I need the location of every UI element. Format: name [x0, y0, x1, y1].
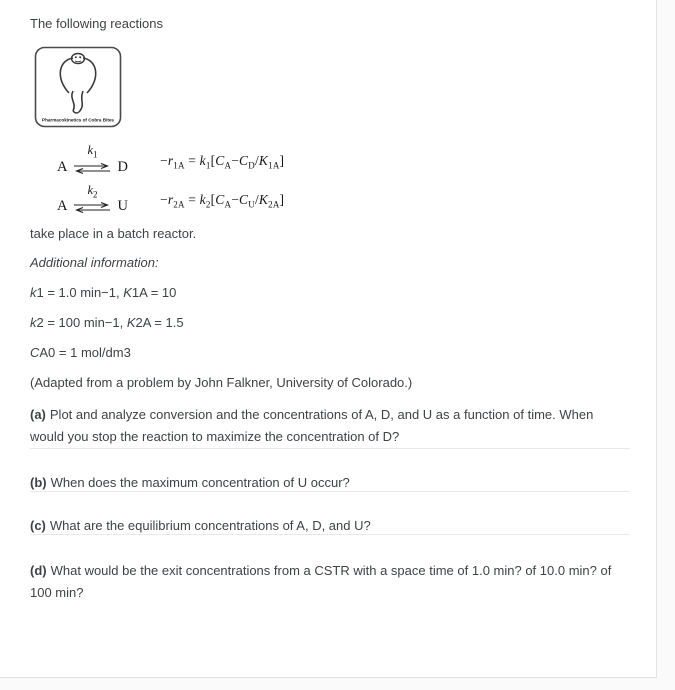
equilibrium-arrow-icon — [72, 202, 112, 213]
reaction-row-1 — [57, 144, 630, 175]
question-d-text: What would be the exit concentrations from a CSTR with a space time of 1.0 min? of 10.0 min? of 100 min? — [30, 563, 612, 600]
cobra-figure — [34, 46, 630, 133]
additional-info-heading: Additional information: — [30, 255, 159, 270]
after-reactions-text: take place in a batch reactor. — [30, 226, 197, 241]
info-line-ca0: CA0 = 1 mol/dm3 — [30, 345, 131, 360]
intro-text: The following reactions — [30, 16, 163, 31]
question-c-text: What are the equilibrium concentrations of A, D, and U? — [49, 518, 371, 533]
info-line-k1: k1 = 1.0 min−1, K1A = 10 — [30, 285, 177, 300]
credit-text: (Adapted from a problem by John Falkner, University of Colorado.) — [30, 375, 413, 390]
reaction-scheme-2 — [57, 184, 160, 215]
product-1: D — [117, 158, 128, 175]
question-a — [30, 404, 630, 448]
reactant-1: A — [57, 158, 68, 175]
rate-constant-label-1: $k_1$ — [87, 143, 98, 160]
question-b-label: (b) — [30, 475, 47, 490]
question-d — [30, 560, 630, 604]
reaction-scheme-1 — [57, 144, 160, 175]
question-c — [30, 517, 630, 534]
rate-law-2: $-r_{2A} = k_2[C_A-C_U/K_{2A}]$ — [160, 192, 285, 210]
section-divider — [30, 491, 630, 492]
section-divider — [30, 448, 630, 449]
question-b — [30, 474, 630, 491]
question-d-label: (d) — [30, 563, 47, 578]
rate-law-1: $-r_{1A} = k_1[C_A-C_D/K_{1A}]$ — [160, 152, 285, 171]
cobra-illustration — [34, 46, 122, 128]
reaction-block — [30, 144, 630, 214]
rate-constant-label-2: $k_2$ — [87, 182, 98, 199]
question-a-text: Plot and analyze conversion and the concentrations of A, D, and U as a function of time. When would you stop the reaction to maximize the concentration of D? — [30, 407, 594, 444]
product-2: U — [117, 198, 128, 214]
figure-caption: Pharmacokinetics of Cobra Bites — [42, 117, 114, 123]
equilibrium-arrow-icon — [72, 163, 112, 174]
section-divider — [30, 534, 630, 535]
reaction-row-2 — [57, 184, 630, 215]
question-a-label: (a) — [30, 407, 46, 422]
equilibrium-arrows-1 — [72, 144, 112, 174]
equilibrium-arrows-2 — [72, 184, 112, 214]
info-line-k2: k2 = 100 min−1, K2A = 1.5 — [30, 315, 184, 330]
question-c-label: (c) — [30, 518, 46, 533]
reactant-2: A — [57, 198, 68, 214]
question-b-text: When does the maximum concentration of U occur? — [50, 475, 350, 490]
